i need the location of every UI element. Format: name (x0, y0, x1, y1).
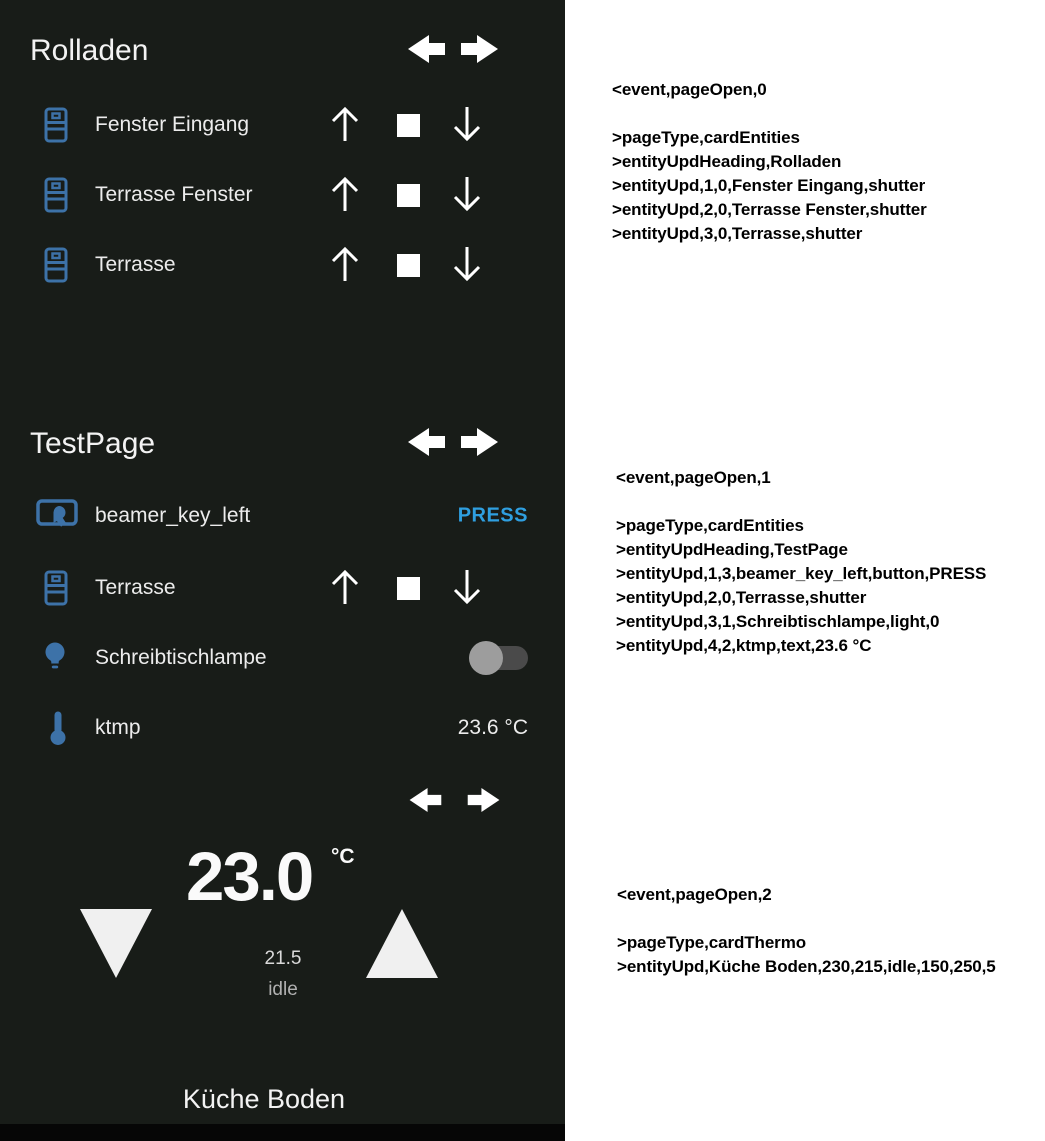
shutter-up-button[interactable] (327, 105, 363, 145)
log-line: >entityUpd,3,1,Schreibtischlampe,light,0 (616, 612, 940, 631)
entity-row (0, 167, 565, 223)
log-line: >pageType,cardEntities (612, 128, 800, 147)
log-event-line: <event,pageOpen,0 (612, 80, 767, 99)
toggle-knob (469, 641, 503, 675)
log-block-page1 (616, 466, 986, 658)
entity-name: Terrasse (95, 253, 176, 276)
shutter-down-button[interactable] (449, 568, 485, 608)
log-event-line: <event,pageOpen,2 (617, 885, 772, 904)
log-line: >entityUpd,3,0,Terrasse,shutter (612, 224, 863, 243)
log-line: >entityUpd,1,3,beamer_key_left,button,PRESS (616, 564, 987, 583)
arrow-left-icon (405, 426, 447, 461)
arrow-left-icon (407, 785, 443, 818)
screen-bottom-bezel (0, 1124, 565, 1141)
shutter-down-button[interactable] (449, 175, 485, 215)
shutter-up-button[interactable] (327, 245, 363, 285)
log-line: >pageType,cardEntities (616, 516, 804, 535)
entity-row (0, 97, 565, 153)
arrow-right-icon (459, 426, 501, 461)
arrow-down-icon (452, 105, 482, 146)
entity-row (0, 630, 565, 686)
page-title: TestPage (30, 427, 156, 460)
stop-square-icon (397, 114, 420, 137)
entity-name: Terrasse (95, 576, 176, 599)
shutter-icon (44, 570, 68, 606)
shutter-up-button[interactable] (327, 175, 363, 215)
nav-prev-button[interactable] (405, 427, 447, 459)
press-button[interactable]: PRESS (457, 504, 528, 527)
arrow-up-icon (330, 245, 360, 286)
shutter-icon (44, 247, 68, 283)
arrow-down-icon (452, 245, 482, 286)
log-line: >entityUpd,Küche Boden,230,215,idle,150,250,5 (617, 957, 996, 976)
arrow-up-icon (330, 105, 360, 146)
temperature-unit: °C (331, 845, 355, 868)
shutter-icon (44, 107, 68, 143)
log-line: >entityUpd,2,0,Terrasse Fenster,shutter (612, 200, 927, 219)
log-line: >entityUpd,1,0,Fenster Eingang,shutter (612, 176, 926, 195)
entity-row (0, 488, 565, 544)
thermometer-icon (50, 710, 66, 746)
entity-value: 23.6 °C (457, 716, 528, 739)
nav-prev-button[interactable] (407, 786, 443, 817)
arrow-up-icon (330, 175, 360, 216)
arrow-down-icon (452, 175, 482, 216)
log-line: >entityUpd,4,2,ktmp,text,23.6 °C (616, 636, 872, 655)
stop-square-icon (397, 184, 420, 207)
log-line: >pageType,cardThermo (617, 933, 806, 952)
thermostat-entity-name: Küche Boden (182, 1084, 346, 1114)
light-toggle[interactable] (469, 641, 528, 675)
shutter-icon (44, 177, 68, 213)
shutter-down-button[interactable] (449, 245, 485, 285)
log-event-line: <event,pageOpen,1 (616, 468, 771, 487)
log-block-page0 (612, 78, 927, 246)
hvac-state: idle (268, 979, 298, 1000)
lightbulb-icon (42, 641, 68, 675)
entity-name: Schreibtischlampe (95, 646, 267, 669)
arrow-right-icon (466, 785, 502, 818)
arrow-up-icon (330, 568, 360, 609)
shutter-down-button[interactable] (449, 105, 485, 145)
nav-next-button[interactable] (466, 786, 502, 817)
log-line: >entityUpdHeading,TestPage (616, 540, 848, 559)
arrow-left-icon (405, 33, 447, 68)
entity-name: Fenster Eingang (95, 113, 250, 136)
log-block-page2 (617, 883, 996, 979)
log-line: >entityUpdHeading,Rolladen (612, 152, 842, 171)
target-temperature: 21.5 (264, 948, 302, 969)
entity-name: beamer_key_left (95, 504, 251, 527)
current-temperature: 23.0 (186, 838, 313, 915)
entity-row (0, 237, 565, 293)
entity-name: Terrasse Fenster (95, 183, 253, 206)
arrow-down-icon (452, 568, 482, 609)
shutter-stop-button[interactable] (396, 105, 420, 145)
shutter-stop-button[interactable] (396, 568, 420, 608)
nav-next-button[interactable] (459, 34, 501, 66)
nav-next-button[interactable] (459, 427, 501, 459)
log-line: >entityUpd,2,0,Terrasse,shutter (616, 588, 867, 607)
nav-prev-button[interactable] (405, 34, 447, 66)
page-title: Rolladen (30, 34, 149, 67)
stop-square-icon (397, 577, 420, 600)
entity-row (0, 700, 565, 756)
stop-square-icon (397, 254, 420, 277)
arrow-right-icon (459, 33, 501, 68)
entity-name: ktmp (95, 716, 141, 739)
entity-row (0, 560, 565, 616)
shutter-stop-button[interactable] (396, 245, 420, 285)
shutter-stop-button[interactable] (396, 175, 420, 215)
shutter-up-button[interactable] (327, 568, 363, 608)
gesture-tap-button-icon (36, 498, 78, 534)
